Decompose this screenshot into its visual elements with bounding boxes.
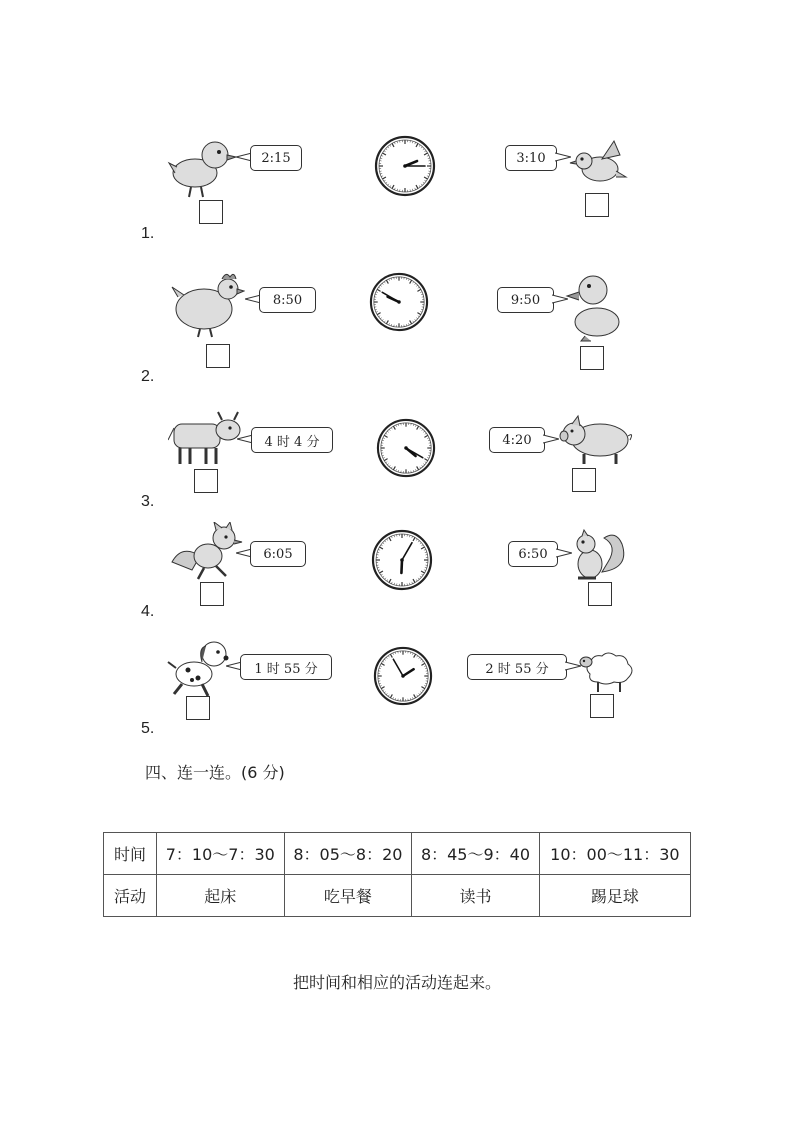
right-time-bubble: 4:20: [489, 427, 545, 453]
activity-cell[interactable]: 起床: [157, 875, 285, 917]
answer-box-left[interactable]: [194, 469, 218, 493]
activity-cell[interactable]: 踢足球: [539, 875, 690, 917]
problem-row-1: [0, 125, 794, 242]
pig-icon: [556, 410, 636, 468]
right-time-bubble: 9:50: [497, 287, 554, 313]
left-time-bubble: 8:50: [259, 287, 316, 313]
time-cell[interactable]: 10：00～11：30: [539, 833, 690, 875]
left-time-bubble: 1 时 55 分: [240, 654, 332, 680]
problem-number: 5.: [141, 720, 155, 737]
chick-icon: [165, 135, 240, 200]
squirrel-icon: [568, 528, 630, 584]
problem-row-2: [0, 262, 794, 385]
problem-number: 3.: [141, 493, 155, 510]
activity-row: [104, 875, 691, 917]
problem-row-3: [0, 405, 794, 515]
right-time-bubble: 3:10: [505, 145, 557, 171]
activity-cell[interactable]: 吃早餐: [284, 875, 412, 917]
answer-box-left[interactable]: [200, 582, 224, 606]
answer-box-right[interactable]: [580, 346, 604, 370]
answer-box-left[interactable]: [186, 696, 210, 720]
problem-number: 1.: [141, 225, 155, 242]
problem-number: 2.: [141, 368, 155, 385]
instruction-text: 把时间和相应的活动连起来。: [292, 973, 501, 992]
problem-number: 4.: [141, 603, 155, 620]
clock-icon: [374, 135, 436, 197]
left-time-bubble: 4 时 4 分: [251, 427, 333, 453]
right-time-bubble: 6:50: [508, 541, 558, 567]
answer-box-left[interactable]: [199, 200, 223, 224]
time-cell[interactable]: 8：45～9：40: [412, 833, 540, 875]
answer-box-right[interactable]: [572, 468, 596, 492]
bird-icon: [568, 137, 628, 192]
time-row: [104, 833, 691, 875]
section-heading: 四、连一连。(6 分): [145, 763, 285, 782]
left-time-bubble: 2:15: [250, 145, 302, 171]
cow-icon: [168, 410, 243, 468]
time-cell[interactable]: 8：05～8：20: [284, 833, 412, 875]
problem-row-5: [0, 632, 794, 742]
answer-box-right[interactable]: [585, 193, 609, 217]
time-cell[interactable]: 7：10～7：30: [157, 833, 285, 875]
problem-row-4: [0, 518, 794, 628]
answer-box-right[interactable]: [588, 582, 612, 606]
left-time-bubble: 6:05: [250, 541, 306, 567]
clock-icon: [371, 529, 433, 591]
answer-box-left[interactable]: [206, 344, 230, 368]
sheep-icon: [578, 646, 638, 694]
clock-icon: [373, 646, 433, 706]
hen-icon: [170, 267, 245, 339]
time-label: 时间: [104, 833, 157, 875]
schedule-table: [103, 832, 691, 917]
right-time-bubble: 2 时 55 分: [467, 654, 567, 680]
fox-icon: [168, 522, 243, 582]
clock-icon: [369, 272, 429, 332]
dog-icon: [166, 638, 230, 700]
duck-icon: [565, 270, 625, 342]
activity-cell[interactable]: 读书: [412, 875, 540, 917]
clock-icon: [376, 418, 436, 478]
answer-box-right[interactable]: [590, 694, 614, 718]
activity-label: 活动: [104, 875, 157, 917]
